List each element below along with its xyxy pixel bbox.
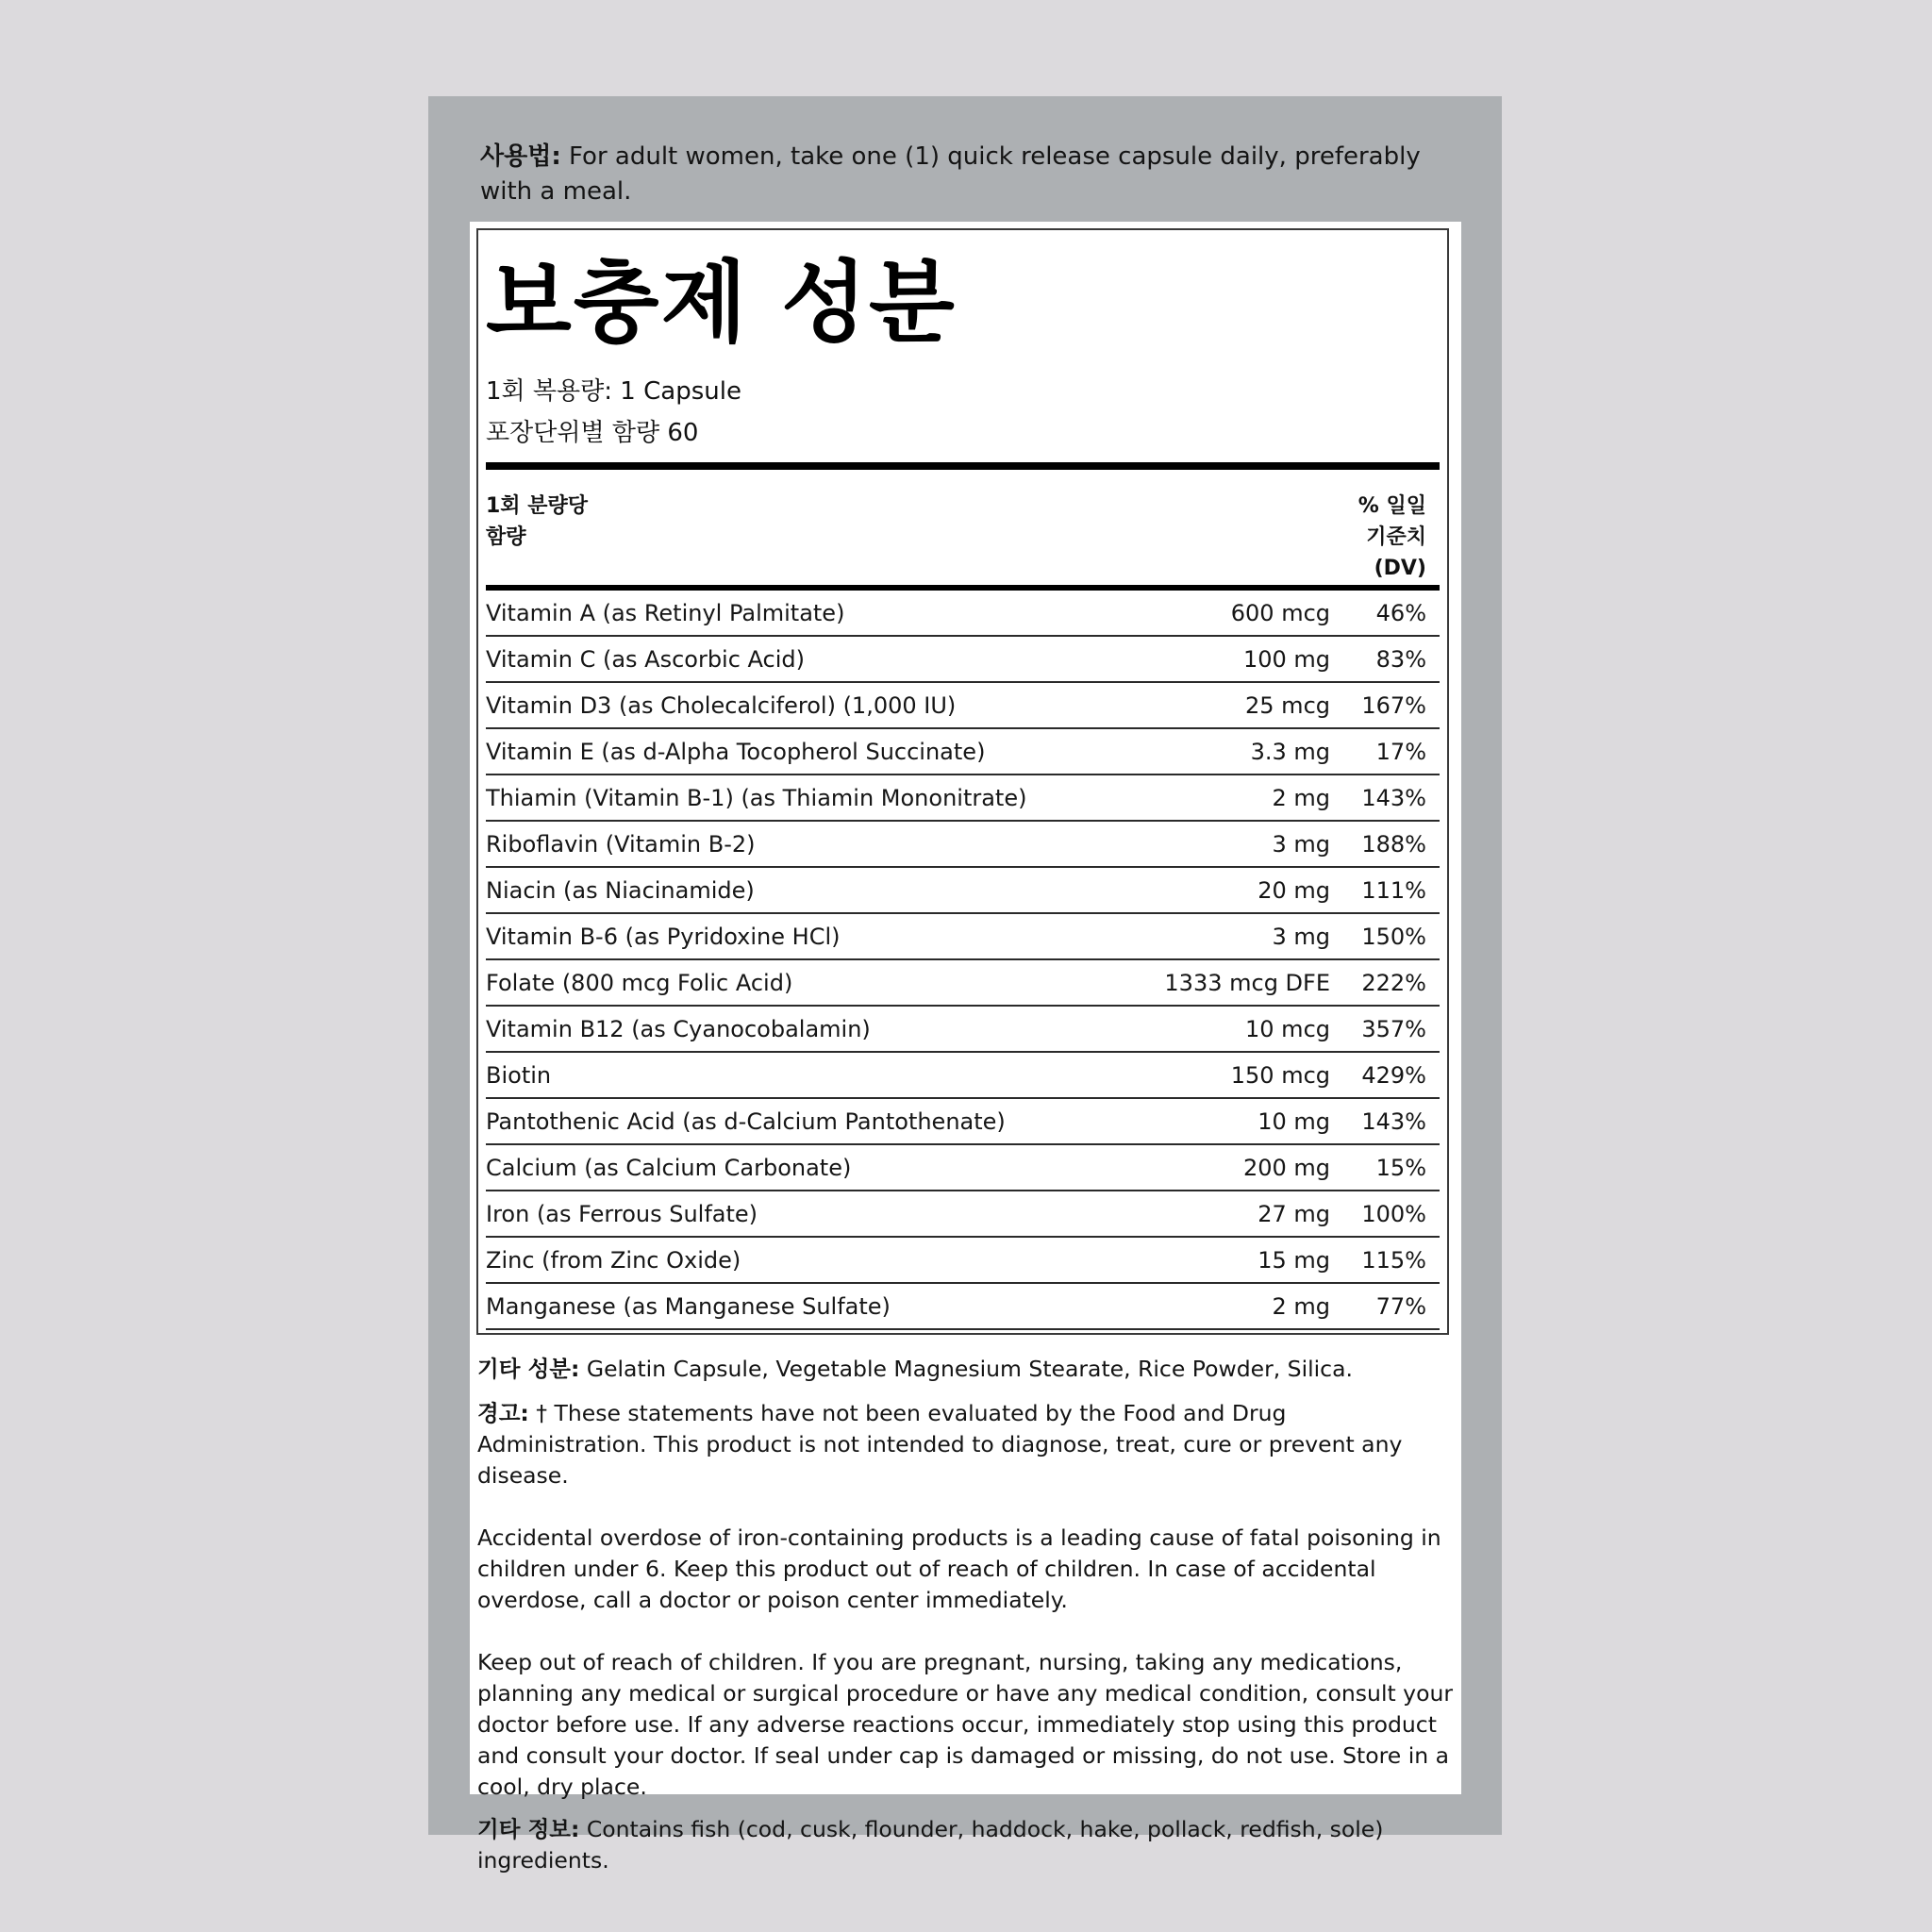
nutrient-name: Vitamin B12 (as Cyanocobalamin) [486,1015,871,1042]
nutrient-dv: 150% [1361,923,1426,950]
nutrient-row [486,1007,1440,1053]
nutrient-amount: 200 mg [1242,1154,1330,1181]
nutrient-dv: 77% [1375,1292,1426,1320]
directions-label: 사용법: [480,142,561,171]
nutrient-amount: 3 mg [1272,830,1330,858]
directions-text [480,140,1424,209]
nutrient-dv: 143% [1361,784,1426,811]
general-warning: Keep out of reach of children. If you are pregnant, nursing, taking any medications, planning any medical or surgical procedure or have any medical condition, consult your doctor before use. If any adverse reactions occur, immediately stop using this product and consult your doctor. If seal under cap is damaged or missing, do not use. Store in a cool, dry place. [477,1649,1453,1800]
nutrient-row [486,1284,1440,1330]
thick-rule [486,462,1440,470]
nutrient-row [486,1145,1440,1191]
nutrient-dv: 357% [1361,1015,1426,1042]
serving-size: 1회 복용량: 1 Capsule [486,377,741,406]
nutrient-name: Riboflavin (Vitamin B-2) [486,830,756,858]
amount-per-serving-header [486,491,675,579]
nutrient-amount: 100 mg [1242,645,1330,673]
nutrient-dv: 17% [1375,738,1426,765]
nutrient-row [486,1238,1440,1284]
supplement-facts-title: 보충제 성분 [486,252,957,355]
nutrient-dv: 222% [1361,969,1426,996]
nutrient-name: Thiamin (Vitamin B-1) (as Thiamin Mononitrate) [486,784,1027,811]
nutrient-name: Zinc (from Zinc Oxide) [486,1246,741,1274]
nutrient-amount: 2 mg [1272,784,1330,811]
iron-warning: Accidental overdose of iron-containing products is a leading cause of fatal poisoning in children under 6. Keep this product out of reach of children. In case of accidental overdose, call a doctor or poison center immediately. [477,1524,1441,1613]
nutrient-row [486,1191,1440,1238]
nutrient-dv: 167% [1361,691,1426,719]
nutrient-dv: 188% [1361,830,1426,858]
nutrient-amount: 2 mg [1272,1292,1330,1320]
nutrient-name: Biotin [486,1061,552,1089]
nutrient-name: Manganese (as Manganese Sulfate) [486,1292,891,1320]
other-ingredients-label: 기타 성분: [477,1356,580,1382]
nutrient-amount: 15 mg [1257,1246,1330,1274]
nutrient-name: Vitamin B-6 (as Pyridoxine HCl) [486,923,841,950]
nutrient-amount: 20 mg [1257,876,1330,904]
dv-header-line: % 일일 [1357,494,1426,518]
nutrient-amount: 10 mcg [1245,1015,1330,1042]
nutrient-amount: 25 mcg [1245,691,1330,719]
nutrient-dv: 115% [1361,1246,1426,1274]
nutrient-row [486,775,1440,822]
nutrient-row [486,683,1440,729]
nutrient-dv: 111% [1361,876,1426,904]
nutrient-amount: 3.3 mg [1250,738,1330,765]
nutrient-dv: 143% [1361,1108,1426,1135]
nutrient-row [486,637,1440,683]
nutrient-amount: 10 mg [1257,1108,1330,1135]
nutrient-name: Vitamin D3 (as Cholecalciferol) (1,000 IU) [486,691,957,719]
warning-label: 경고: [477,1400,529,1426]
nutrient-amount: 600 mcg [1230,599,1330,626]
nutrient-row [486,729,1440,775]
nutrient-row [486,868,1440,914]
other-info [477,1814,1458,1876]
dv-header-line: (DV) [1374,557,1426,580]
nutrient-amount: 3 mg [1272,923,1330,950]
nutrient-dv: 429% [1361,1061,1426,1089]
nutrient-row [486,914,1440,960]
nutrient-name: Niacin (as Niacinamide) [486,876,755,904]
other-ingredients-text: Gelatin Capsule, Vegetable Magnesium Stearate, Rice Powder, Silica. [579,1356,1353,1382]
nutrient-name: Vitamin A (as Retinyl Palmitate) [486,599,845,626]
fda-statement: † These statements have not been evaluated by the Food and Drug Administration. This product is not intended to diagnose, treat, cure or prevent any disease. [477,1400,1403,1489]
nutrient-name: Pantothenic Acid (as d-Calcium Pantothenate) [486,1108,1006,1135]
nutrient-row [486,822,1440,868]
nutrient-row [486,1053,1440,1099]
nutrient-dv: 83% [1375,645,1426,673]
nutrient-row [486,1099,1440,1145]
amount-header-line: 1회 분량당 [486,494,588,518]
other-ingredients [477,1354,1458,1385]
nutrient-name: Folate (800 mcg Folic Acid) [486,969,793,996]
nutrient-table [486,591,1440,1330]
nutrient-name: Vitamin E (as d-Alpha Tocopherol Succinate) [486,738,986,765]
dv-header-line: 기준치 [1366,525,1426,549]
servings-per-container: 포장단위별 함량 60 [486,419,699,447]
nutrient-dv: 100% [1361,1200,1426,1227]
other-info-text: Contains fish (cod, cusk, flounder, haddock, hake, pollack, redfish, sole) ingredients. [477,1816,1384,1874]
nutrient-row [486,591,1440,637]
nutrient-dv: 46% [1375,599,1426,626]
nutrient-name: Calcium (as Calcium Carbonate) [486,1154,852,1181]
warning-fda [477,1398,1458,1491]
daily-value-header [1313,491,1440,579]
nutrient-row [486,960,1440,1007]
label-footer-text [477,1354,1458,1876]
nutrient-amount: 150 mcg [1230,1061,1330,1089]
directions-body: For adult women, take one (1) quick release capsule daily, preferably with a meal. [480,142,1421,206]
nutrient-dv: 15% [1375,1154,1426,1181]
other-info-label: 기타 정보: [477,1816,580,1842]
nutrient-name: Iron (as Ferrous Sulfate) [486,1200,758,1227]
column-header [486,470,1440,579]
amount-header-line: 함량 [486,525,526,549]
nutrient-name: Vitamin C (as Ascorbic Acid) [486,645,806,673]
nutrient-amount: 27 mg [1257,1200,1330,1227]
supplement-facts-box [476,228,1449,1335]
label-card [470,222,1461,1874]
nutrient-amount: 1333 mcg DFE [1164,969,1330,996]
